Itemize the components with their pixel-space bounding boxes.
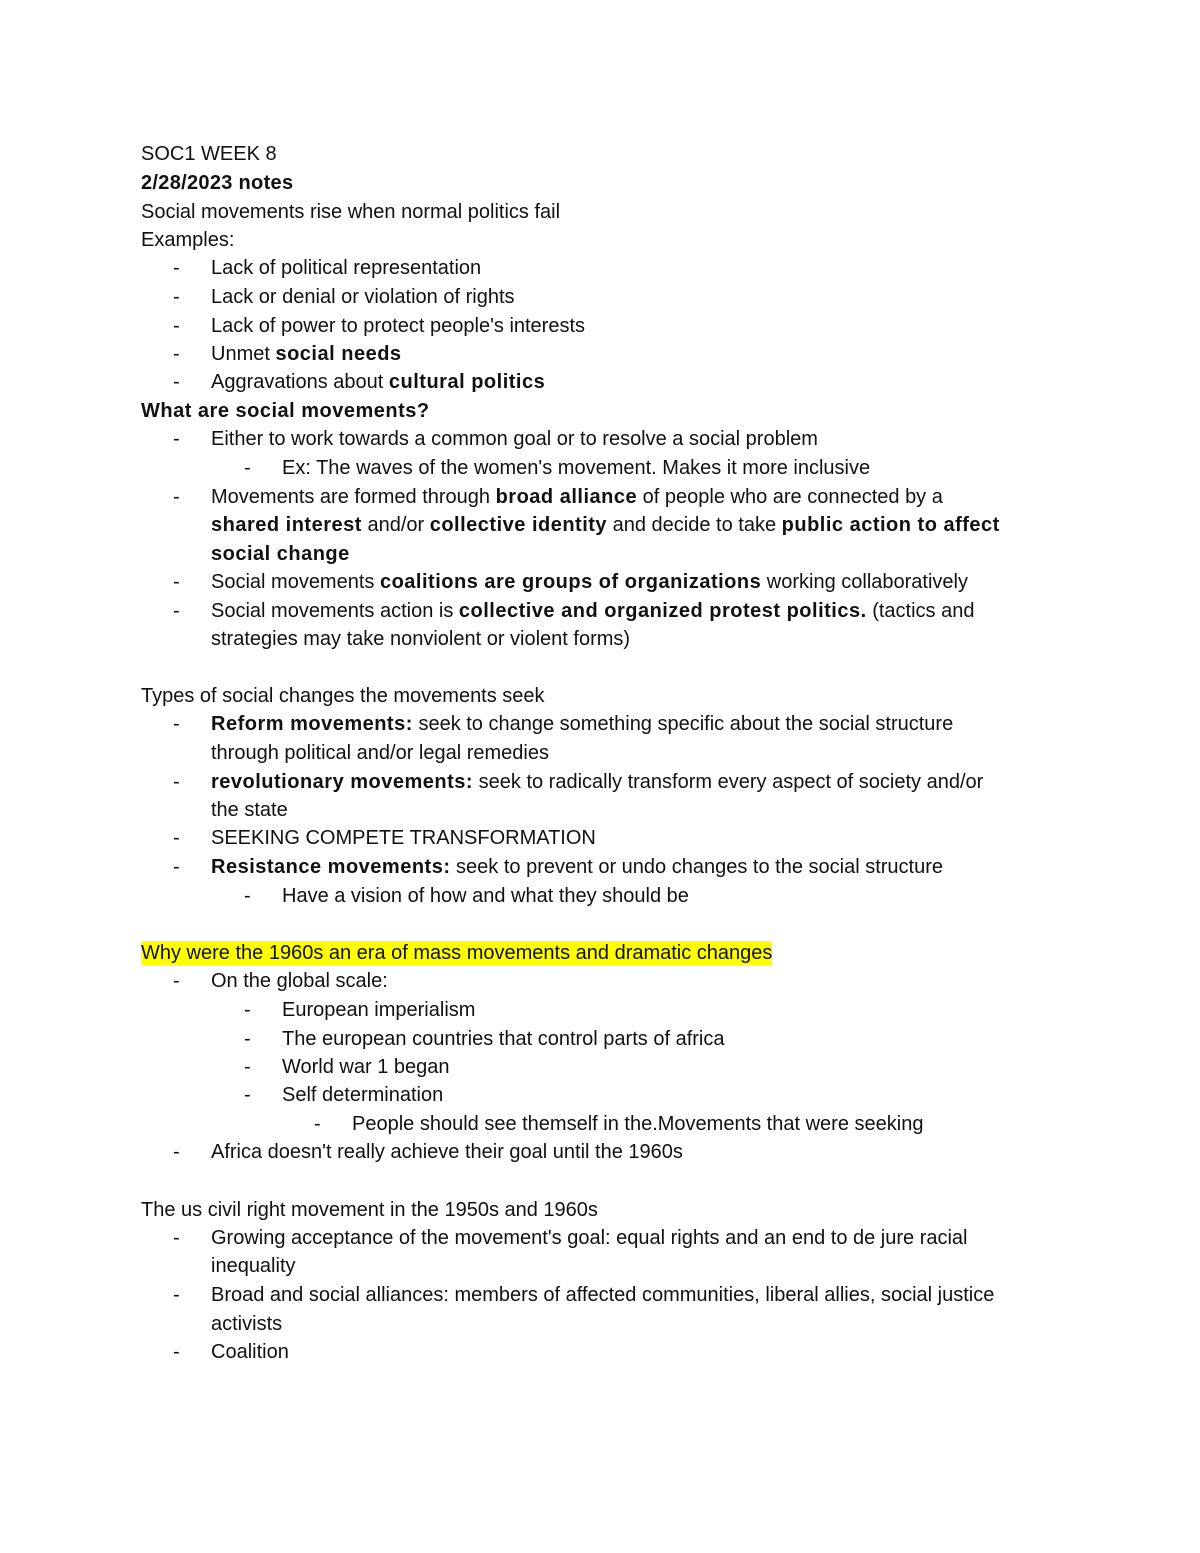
section-heading: Types of social changes the movements seek xyxy=(141,685,545,707)
bullet-dash: - xyxy=(314,1113,321,1135)
list-item: - Lack or denial or violation of rights xyxy=(173,286,515,308)
document-title: SOC1 WEEK 8 xyxy=(141,143,277,165)
list-item: - Lack of power to protect people's interests xyxy=(173,315,586,337)
list-item: - Reform movements: seek to change something specific about the social structure xyxy=(173,713,954,735)
list-item: - On the global scale: xyxy=(173,970,388,992)
bullet-dash: - xyxy=(173,315,180,337)
examples-label: Examples: xyxy=(141,229,235,251)
bullet-dash: - xyxy=(173,856,180,878)
document-page: SOC1 WEEK 8 2/28/2023 notes Social movements rise when normal politics fail Examples: - Lack of political representation - Lack or denial or violation of rights - Lack of power to protect people's interests - Unmet social needs - Aggravations about cultural politics What are social movements? - Either to work towards a common goal or to resolve a social problem - Ex: The waves of the women's movement. Makes it more inclusive - Movements are formed through broad alliance of people who are connected by a shared interest and/or collective identity and decide to take public action to affect social change - Social movements coalitions are groups of organizations working collaboratively - Social movements action is collective and organized protest politics. (tactics and strategies may take nonviolent or violent forms) Types of social changes the movements seek - Reform movements: seek to change something specific about the social structure through political and/or legal remedies - revolutionary movements: seek to radically transform every aspect of society and/or the state - SEEKING COMPETE TRANSFORMATION - Resistance movements: seek to prevent or undo changes to the social structure - Have a vision of how and what they should be Why were the 1960s an era of mass movements and dramatic changes - On the global scale: - European imperialism - The european countries that control parts of africa - World war 1 began - Self determination - People should see themself in the.Movements that were seeking - Africa doesn't really achieve their goal until the 1960s The us civil right movement in the 1950s and 1960s - Growing acceptance of the movement's goal: equal rights and an end to de jure racial inequality - Broad and social alliances: members of affected communities, liberal allies, social justice activists - Coalition xyxy=(0,0,1200,1553)
list-item: - Coalition xyxy=(173,1341,289,1363)
list-item: - Movements are formed through broad alliance of people who are connected by a xyxy=(173,486,943,508)
bullet-dash: - xyxy=(173,286,180,308)
intro-text: Social movements rise when normal politics fail xyxy=(141,201,561,223)
list-item: - People should see themself in the.Movements that were seeking xyxy=(314,1113,924,1135)
list-item: - Either to work towards a common goal or to resolve a social problem xyxy=(173,428,818,450)
bullet-dash: - xyxy=(173,428,180,450)
bullet-dash: - xyxy=(173,713,180,735)
highlighted-heading: Why were the 1960s an era of mass movements and dramatic changes xyxy=(141,942,773,964)
bullet-dash: - xyxy=(173,1341,180,1363)
list-item: - European imperialism xyxy=(244,999,476,1021)
list-item: - Unmet social needs xyxy=(173,343,402,365)
bullet-dash: - xyxy=(244,457,251,479)
list-item: - Ex: The waves of the women's movement. Makes it more inclusive xyxy=(244,457,871,479)
bullet-dash: - xyxy=(173,371,180,393)
list-item: - Self determination xyxy=(244,1084,444,1106)
bullet-dash: - xyxy=(244,885,251,907)
bullet-dash: - xyxy=(173,343,180,365)
list-item: - Africa doesn't really achieve their goal until the 1960s xyxy=(173,1141,683,1163)
section-heading: What are social movements? xyxy=(141,400,430,422)
bullet-dash: - xyxy=(173,970,180,992)
bullet-dash: - xyxy=(244,1084,251,1106)
bullet-dash: - xyxy=(244,1056,251,1078)
bullet-dash: - xyxy=(173,486,180,508)
list-item: - Have a vision of how and what they should be xyxy=(244,885,689,907)
list-item: - World war 1 began xyxy=(244,1056,450,1078)
bullet-dash: - xyxy=(173,571,180,593)
date-heading: 2/28/2023 notes xyxy=(141,172,294,194)
list-item: - Resistance movements: seek to prevent or undo changes to the social structure xyxy=(173,856,943,878)
section-heading: The us civil right movement in the 1950s and 1960s xyxy=(141,1199,598,1221)
list-item: - Lack of political representation xyxy=(173,257,482,279)
bullet-dash: - xyxy=(173,1284,180,1306)
bullet-dash: - xyxy=(173,827,180,849)
list-item: - Growing acceptance of the movement's goal: equal rights and an end to de jure racial xyxy=(173,1227,968,1249)
list-item: - SEEKING COMPETE TRANSFORMATION xyxy=(173,827,596,849)
list-item: - revolutionary movements: seek to radically transform every aspect of society and/or xyxy=(173,771,984,793)
list-item: - The european countries that control parts of africa xyxy=(244,1028,725,1050)
list-item: - Aggravations about cultural politics xyxy=(173,371,546,393)
bullet-dash: - xyxy=(173,600,180,622)
bullet-dash: - xyxy=(173,257,180,279)
bullet-dash: - xyxy=(173,1227,180,1249)
bullet-dash: - xyxy=(244,1028,251,1050)
list-item: - Social movements action is collective and organized protest politics. (tactics and xyxy=(173,600,975,622)
bullet-dash: - xyxy=(244,999,251,1021)
list-item: - Social movements coalitions are groups of organizations working collaboratively xyxy=(173,571,968,593)
bullet-dash: - xyxy=(173,771,180,793)
bullet-dash: - xyxy=(173,1141,180,1163)
list-item: - Broad and social alliances: members of affected communities, liberal allies, social justice xyxy=(173,1284,995,1306)
